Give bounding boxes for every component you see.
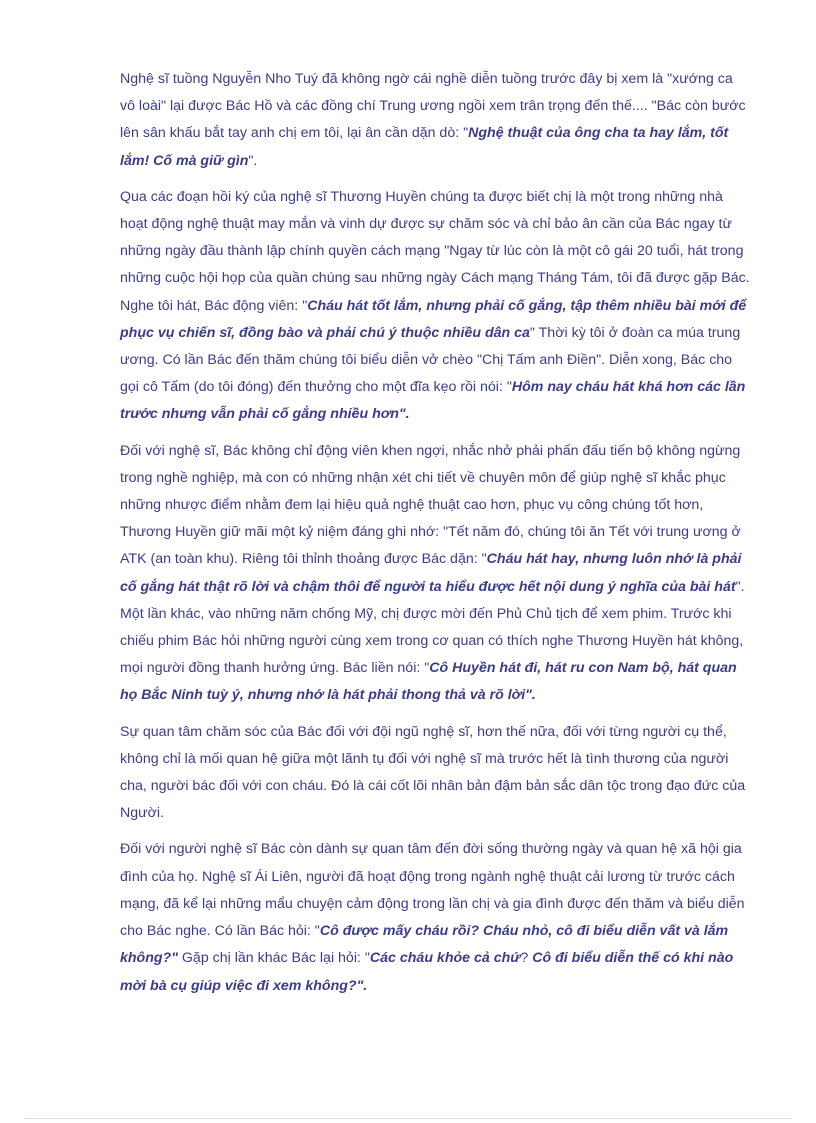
paragraph-5 bbox=[120, 836, 750, 999]
text-segment: ". bbox=[248, 152, 258, 169]
text-segment: Gặp chị lần khác Bác lại hỏi: " bbox=[177, 950, 370, 967]
quote-segment: Nghệ thuật của ông cha ta hay lắm, tốt lắm! Cố mà giữ gìn bbox=[120, 125, 729, 169]
text-segment: ". Một lần khác, vào những năm chống Mỹ, chị được mời đến Phủ Chủ tịch để xem phim. Trước khi chiếu phim Bác hỏi những người cùng xem trong cơ quan có thích nghe Thương Huyền hát không, mọi người đồng thanh hưởng ứng. Bác liền nói: " bbox=[120, 578, 745, 677]
paragraph-1 bbox=[120, 66, 750, 175]
text-segment: ? bbox=[520, 950, 533, 967]
quote-segment: Cháu hát tốt lắm, nhưng phải cố gắng, tập thêm nhiều bài mới để phục vụ chiến sĩ, đồng bào và phải chú ý thuộc nhiều dân ca bbox=[120, 297, 747, 341]
paragraph-2 bbox=[120, 184, 750, 429]
text-segment: Qua các đoạn hồi ký của nghệ sĩ Thương Huyền chúng ta được biết chị là một trong những nhà hoạt động nghệ thuật may mắn và vinh dự được sự chăm sóc và chỉ bảo ân cần của Bác ngay từ những ngày đầu thành lập chính quyền cách mạng "Ngay từ lúc còn là một cô gái 20 tuổi, hát trong những cuộc hội họp của quần chúng sau những ngày Cách mạng Tháng Tám, tôi đã được gặp Bác. Nghe tôi hát, Bác động viên: " bbox=[120, 188, 750, 314]
paragraph-4 bbox=[120, 719, 750, 828]
text-segment: " Thời kỳ tôi ở đoàn ca múa trung ương. Có lần Bác đến thăm chúng tôi biểu diễn vở chèo "Chị Tấm anh Điền". Diễn xong, Bác cho gọi cô Tấm (do tôi đóng) đến thưởng cho một đĩa kẹo rồi nói: " bbox=[120, 324, 741, 396]
page-bottom-divider bbox=[24, 1118, 792, 1119]
text-segment: Đối với nghệ sĩ, Bác không chỉ động viên khen ngợi, nhắc nhở phải phấn đấu tiến bộ không ngừng trong nghề nghiệp, mà con có những nhận xét chi tiết về chuyên môn để giúp nghệ sĩ khắc phục những nhược điểm nhằm đem lại hiệu quả nghệ thuật cao hơn, phục vụ công chúng tốt hơn, Thương Huyền giữ mãi một kỷ niệm đáng ghi nhớ: "Tết năm đó, chúng tôi ăn Tết với trung ương ở ATK (an toàn khu). Riêng tôi thỉnh thoảng được Bác dặn: " bbox=[120, 442, 741, 568]
document-body bbox=[120, 66, 750, 1009]
text-segment: Sự quan tâm chăm sóc của Bác đối với đội ngũ nghệ sĩ, hơn thế nữa, đối với từng người cụ thể, không chỉ là mối quan hệ giữa một lãnh tụ đối với nghệ sĩ mà trước hết là tình thương của người cha, người bác đối với con cháu. Đó là cái cốt lõi nhân bản đậm bản sắc dân tộc trong đạo đức của Người. bbox=[120, 723, 746, 822]
text-segment: Đối với người nghệ sĩ Bác còn dành sự quan tâm đến đời sống thường ngày và quan hệ xã hội gia đình của họ. Nghệ sĩ Ái Liên, người đã hoạt động trong ngành nghệ thuật cải lương từ trước cách mạng, đã kể lại những mẩu chuyện cảm động trong lần chị và gia đình được đến thăm và biểu diễn cho Bác nghe. Có lần Bác hỏi: " bbox=[120, 841, 745, 940]
quote-segment: Cô được mấy cháu rồi? Cháu nhỏ, cô đi biểu diễn vất và lắm không?" bbox=[120, 923, 729, 967]
paragraph-3 bbox=[120, 438, 750, 710]
quote-segment: Cô đi biểu diễn thế có khi nào mời bà cụ giúp việc đi xem không?". bbox=[120, 950, 734, 994]
quote-segment: Hôm nay cháu hát khá hơn các lần trước nhưng vẫn phải cố gắng nhiều hơn". bbox=[120, 379, 746, 423]
quote-segment: Các cháu khỏe cả chứ bbox=[369, 950, 521, 967]
quote-segment: Cô Huyền hát đi, hát ru con Nam bộ, hát quan họ Bắc Ninh tuỳ ý, nhưng nhớ là hát phải thong thả và rõ lời". bbox=[120, 660, 737, 704]
quote-segment: Cháu hát hay, nhưng luôn nhớ là phải cố gắng hát thật rõ lời và chậm thôi để người ta hiểu được hết nội dung ý nghĩa của bài hát bbox=[120, 551, 742, 595]
text-segment: Nghệ sĩ tuồng Nguyễn Nho Tuý đã không ngờ cái nghề diễn tuồng trước đây bị xem là "xướng ca vô loài" lại được Bác Hồ và các đồng chí Trung ương ngồi xem trân trọng đến thế.... "Bác còn bước lên sân khấu bắt tay anh chị em tôi, lại ân cần dặn dò: " bbox=[120, 71, 746, 142]
